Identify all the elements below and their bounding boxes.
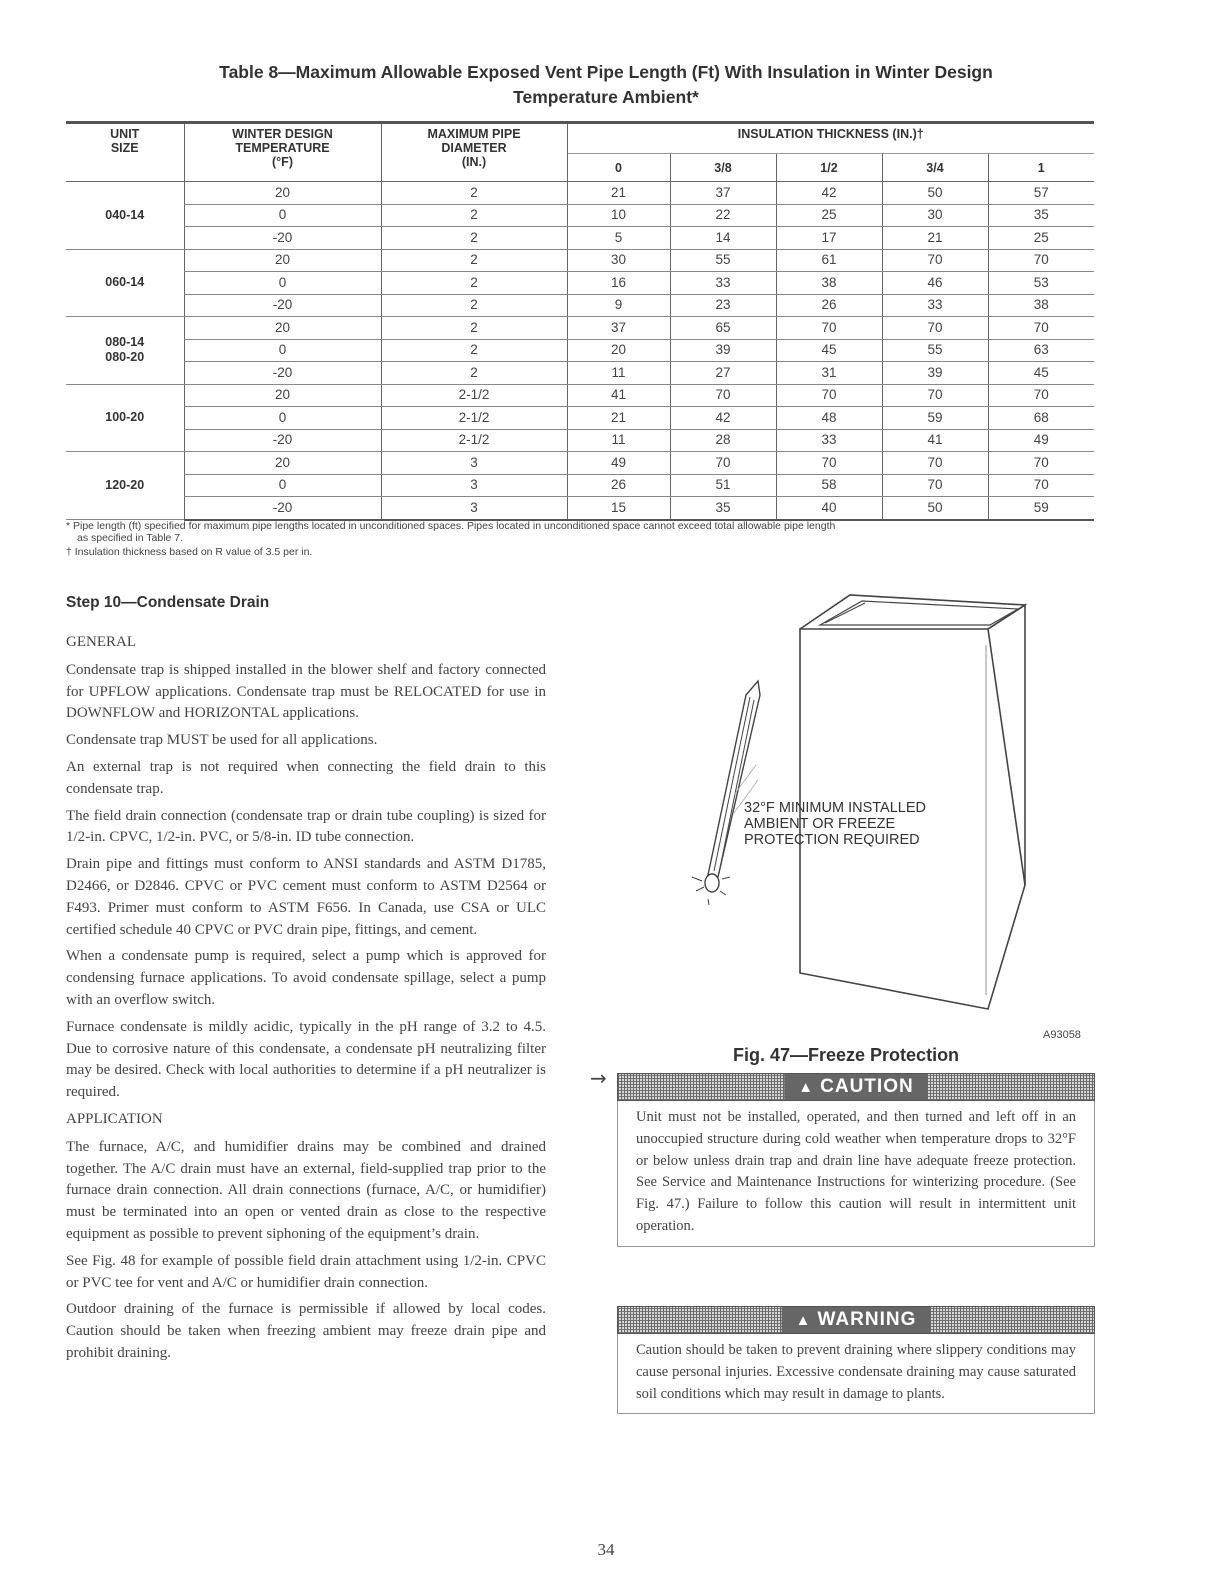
pipe-length-cell: 70 [670,452,776,475]
header-max-pipe-diameter: MAXIMUM PIPE DIAMETER (IN.) [381,123,567,182]
pipe-length-cell: 70 [670,384,776,407]
pipe-length-cell: 33 [882,294,988,317]
paragraph: When a condensate pump is required, select a pump which is approved for condensing furnace applications. To avoid condensate spillage, select a pump with an overflow switch. [66,948,546,1008]
pipe-length-cell: 38 [776,272,882,295]
pipe-diameter-cell: 2 [381,272,567,295]
winter-temp-cell: 0 [184,407,381,430]
pipe-diameter-cell: 2 [381,294,567,317]
pipe-length-cell: 45 [988,362,1094,385]
freeze-protection-figure [670,585,1070,1025]
pipe-length-cell: 70 [882,474,988,497]
winter-temp-cell: 20 [184,317,381,340]
winter-temp-cell: 0 [184,474,381,497]
pipe-length-cell: 59 [882,407,988,430]
pipe-length-cell: 70 [988,474,1094,497]
header-thickness-1: 1 [988,154,1094,182]
table-row [66,497,1094,520]
pipe-length-cell: 41 [882,429,988,452]
pipe-length-cell: 27 [670,362,776,385]
winter-temp-cell: -20 [184,294,381,317]
footnote-pipe-length: * Pipe length (ft) specified for maximum pipe lengths located in unconditioned spaces. Pipes located in unconditioned space cannot exceed total allowable pipe length as specified in Table 7. [66,520,836,544]
pipe-length-cell: 11 [567,429,670,452]
pipe-length-cell: 35 [988,204,1094,227]
header-winter-temp: WINTER DESIGN TEMPERATURE (°F) [184,123,381,182]
pipe-length-cell: 70 [882,317,988,340]
pipe-length-cell: 57 [988,182,1094,205]
winter-temp-cell: 20 [184,182,381,205]
pipe-length-cell: 37 [567,317,670,340]
section-heading: Step 10—Condensate Drain [66,594,270,611]
thermometer-icon [692,681,760,905]
pipe-length-cell: 55 [670,249,776,272]
pipe-diameter-cell: 2 [381,339,567,362]
table-row [66,204,1094,227]
caution-box [617,1073,1095,1247]
pipe-length-cell: 21 [567,407,670,430]
header-thickness-1-2: 1/2 [776,154,882,182]
header-thickness-0: 0 [567,154,670,182]
pipe-length-cell: 10 [567,204,670,227]
pipe-length-cell: 70 [776,317,882,340]
table-row [66,317,1094,340]
furnace-illustration [670,585,1070,1025]
warning-banner [617,1306,1095,1334]
pipe-length-cell: 26 [776,294,882,317]
caution-banner [617,1073,1095,1101]
pipe-length-cell: 49 [567,452,670,475]
pipe-diameter-cell: 2 [381,204,567,227]
paragraph: Drain pipe and fittings must conform to ANSI standards and ASTM D1785, D2466, or D2846. CPVC or PVC cement must conform to ASTM D2564 or F493. Primer must conform to ASTM F656. In Canada, use CSA or ULC certified schedule 40 CPVC or PVC drain pipe, fittings, and cement. [66,856,546,938]
pipe-length-cell: 55 [882,339,988,362]
pipe-length-cell: 22 [670,204,776,227]
pipe-length-cell: 20 [567,339,670,362]
pipe-length-cell: 70 [988,249,1094,272]
warning-text: Caution should be taken to prevent draining where slippery conditions may cause personal injuries. Excessive condensate draining may cause saturated soil conditions which may result in damage to plants. [617,1334,1095,1414]
winter-temp-cell: 20 [184,384,381,407]
paragraph: See Fig. 48 for example of possible field drain attachment using 1/2-in. CPVC or PVC tee for vent and A/C or humidifier drain connection. [66,1252,546,1291]
pipe-diameter-cell: 2 [381,249,567,272]
table-row [66,339,1094,362]
pipe-diameter-cell: 3 [381,452,567,475]
pipe-length-cell: 41 [567,384,670,407]
pipe-length-cell: 48 [776,407,882,430]
figure-label-line2: AMBIENT OR FREEZE [744,816,896,832]
table-row [66,182,1094,205]
pipe-length-cell: 70 [988,317,1094,340]
winter-temp-cell: -20 [184,497,381,520]
pipe-diameter-cell: 3 [381,474,567,497]
winter-temp-cell: 0 [184,272,381,295]
pipe-diameter-cell: 2-1/2 [381,384,567,407]
header-insulation-thickness: INSULATION THICKNESS (IN.)† [567,123,1094,154]
winter-temp-cell: 20 [184,249,381,272]
pipe-length-cell: 68 [988,407,1094,430]
pipe-length-cell: 40 [776,497,882,520]
paragraph: The furnace, A/C, and humidifier drains may be combined and drained together. The A/C drain must have an external, field-supplied trap prior to the furnace drain connection. All drain connections (furnace, A/C, or humidifier) must be terminated into an open or vented drain as close to the respective equipment as possible to prevent siphoning of the equipment’s drain. [66,1138,546,1242]
pipe-length-cell: 46 [882,272,988,295]
general-heading: GENERAL [66,634,136,650]
pipe-length-cell: 63 [988,339,1094,362]
pipe-length-cell: 21 [567,182,670,205]
pipe-length-cell: 11 [567,362,670,385]
vent-length-table [66,121,1094,521]
pipe-length-cell: 45 [776,339,882,362]
pipe-length-cell: 14 [670,227,776,250]
pipe-length-cell: 33 [776,429,882,452]
winter-temp-cell: -20 [184,362,381,385]
paragraph: Condensate trap is shipped installed in the blower shelf and factory connected for UPFLOW applications. Condensate trap must be RELOCATED for use in DOWNFLOW and HORIZONTAL applications. [66,661,546,722]
pipe-length-cell: 70 [882,384,988,407]
paragraph: Furnace condensate is mildly acidic, typically in the pH range of 3.2 to 4.5. Due to corrosive nature of this condensate, a condensate pH neutralizing filter may be desired. Check with local authorities to determine if a pH neutralizer is required. [66,1018,546,1101]
pipe-length-cell: 23 [670,294,776,317]
winter-temp-cell: -20 [184,227,381,250]
paragraph: Outdoor draining of the furnace is permissible if allowed by local codes. Caution should be taken when freezing ambient may freeze drain pipe and prohibit draining. [66,1301,546,1361]
winter-temp-cell: 0 [184,339,381,362]
warning-triangle-icon: ▲ [798,1079,815,1096]
table-row [66,227,1094,250]
pipe-length-cell: 25 [776,204,882,227]
winter-temp-cell: 20 [184,452,381,475]
table-title-line1: Table 8—Maximum Allowable Exposed Vent Pipe Length (Ft) With Insulation in Winter Design [219,62,993,82]
header-thickness-3-8: 3/8 [670,154,776,182]
pipe-length-cell: 42 [776,182,882,205]
pipe-diameter-cell: 2-1/2 [381,407,567,430]
pipe-length-cell: 70 [988,452,1094,475]
pipe-length-cell: 31 [776,362,882,385]
pipe-length-cell: 49 [988,429,1094,452]
pipe-diameter-cell: 3 [381,497,567,520]
pipe-length-cell: 17 [776,227,882,250]
pipe-length-cell: 5 [567,227,670,250]
unit-size-cell: 040-14 [66,182,184,250]
pipe-length-cell: 70 [988,384,1094,407]
footnote-insulation: † Insulation thickness based on R value of 3.5 per in. [66,546,313,558]
arrow-right-icon: → [590,1066,607,1090]
figure-code: A93058 [1043,1029,1081,1041]
pipe-diameter-cell: 2 [381,317,567,340]
pipe-length-cell: 39 [670,339,776,362]
table-row [66,474,1094,497]
pipe-length-cell: 16 [567,272,670,295]
unit-size-cell: 120-20 [66,452,184,520]
pipe-diameter-cell: 2 [381,182,567,205]
page-number: 34 [597,1540,615,1559]
warning-box [617,1306,1095,1414]
pipe-length-cell: 33 [670,272,776,295]
winter-temp-cell: -20 [184,429,381,452]
pipe-length-cell: 37 [670,182,776,205]
pipe-length-cell: 70 [882,249,988,272]
table-title [60,60,1152,110]
pipe-length-cell: 53 [988,272,1094,295]
pipe-length-cell: 50 [882,497,988,520]
unit-size-cell: 080-14 080-20 [66,317,184,385]
table-row [66,294,1094,317]
pipe-length-cell: 9 [567,294,670,317]
figure-label-line1: 32°F MINIMUM INSTALLED [744,800,926,816]
paragraph: An external trap is not required when connecting the field drain to this condensate trap. [66,758,546,797]
section-body [66,632,546,1370]
table-title-line2: Temperature Ambient* [513,87,699,107]
caution-text: Unit must not be installed, operated, and then turned and left off in an unoccupied structure during cold weather when temperature drops to 32°F or below unless drain trap and drain line have adequate freeze protection. See Service and Maintenance Instructions for winterizing procedure. (See Fig. 47.) Failure to follow this caution will result in intermittent unit operation. [617,1101,1095,1247]
table-row [66,452,1094,475]
pipe-length-cell: 28 [670,429,776,452]
pipe-diameter-cell: 2 [381,362,567,385]
pipe-length-cell: 65 [670,317,776,340]
winter-temp-cell: 0 [184,204,381,227]
unit-size-cell: 100-20 [66,384,184,452]
pipe-length-cell: 39 [882,362,988,385]
table-row [66,272,1094,295]
table-row [66,384,1094,407]
pipe-length-cell: 70 [776,452,882,475]
application-heading: APPLICATION [66,1110,163,1127]
header-thickness-3-4: 3/4 [882,154,988,182]
pipe-length-cell: 38 [988,294,1094,317]
table-row [66,429,1094,452]
pipe-length-cell: 58 [776,474,882,497]
pipe-length-cell: 70 [882,452,988,475]
pipe-length-cell: 21 [882,227,988,250]
table-row [66,407,1094,430]
paragraph: The field drain connection (condensate trap or drain tube coupling) is sized for 1/2-in. CPVC, 1/2-in. PVC, or 5/8-in. ID tube connection. [66,807,546,846]
caution-title: CAUTION [820,1076,914,1097]
pipe-diameter-cell: 2 [381,227,567,250]
pipe-length-cell: 30 [882,204,988,227]
pipe-length-cell: 42 [670,407,776,430]
pipe-length-cell: 70 [776,384,882,407]
table-body [66,182,1094,520]
unit-size-cell: 060-14 [66,249,184,317]
warning-title: WARNING [817,1309,917,1330]
table-row [66,362,1094,385]
pipe-length-cell: 15 [567,497,670,520]
pipe-length-cell: 50 [882,182,988,205]
pipe-length-cell: 59 [988,497,1094,520]
pipe-length-cell: 25 [988,227,1094,250]
pipe-length-cell: 61 [776,249,882,272]
pipe-length-cell: 35 [670,497,776,520]
warning-triangle-icon: ▲ [795,1312,812,1329]
pipe-diameter-cell: 2-1/2 [381,429,567,452]
figure-label-line3: PROTECTION REQUIRED [744,832,920,848]
paragraph: Condensate trap MUST be used for all applications. [66,732,378,749]
table-row [66,249,1094,272]
pipe-length-cell: 51 [670,474,776,497]
header-unit-size: UNIT SIZE [66,123,184,182]
pipe-length-cell: 30 [567,249,670,272]
figure-caption: Fig. 47—Freeze Protection [733,1045,960,1065]
pipe-length-cell: 26 [567,474,670,497]
